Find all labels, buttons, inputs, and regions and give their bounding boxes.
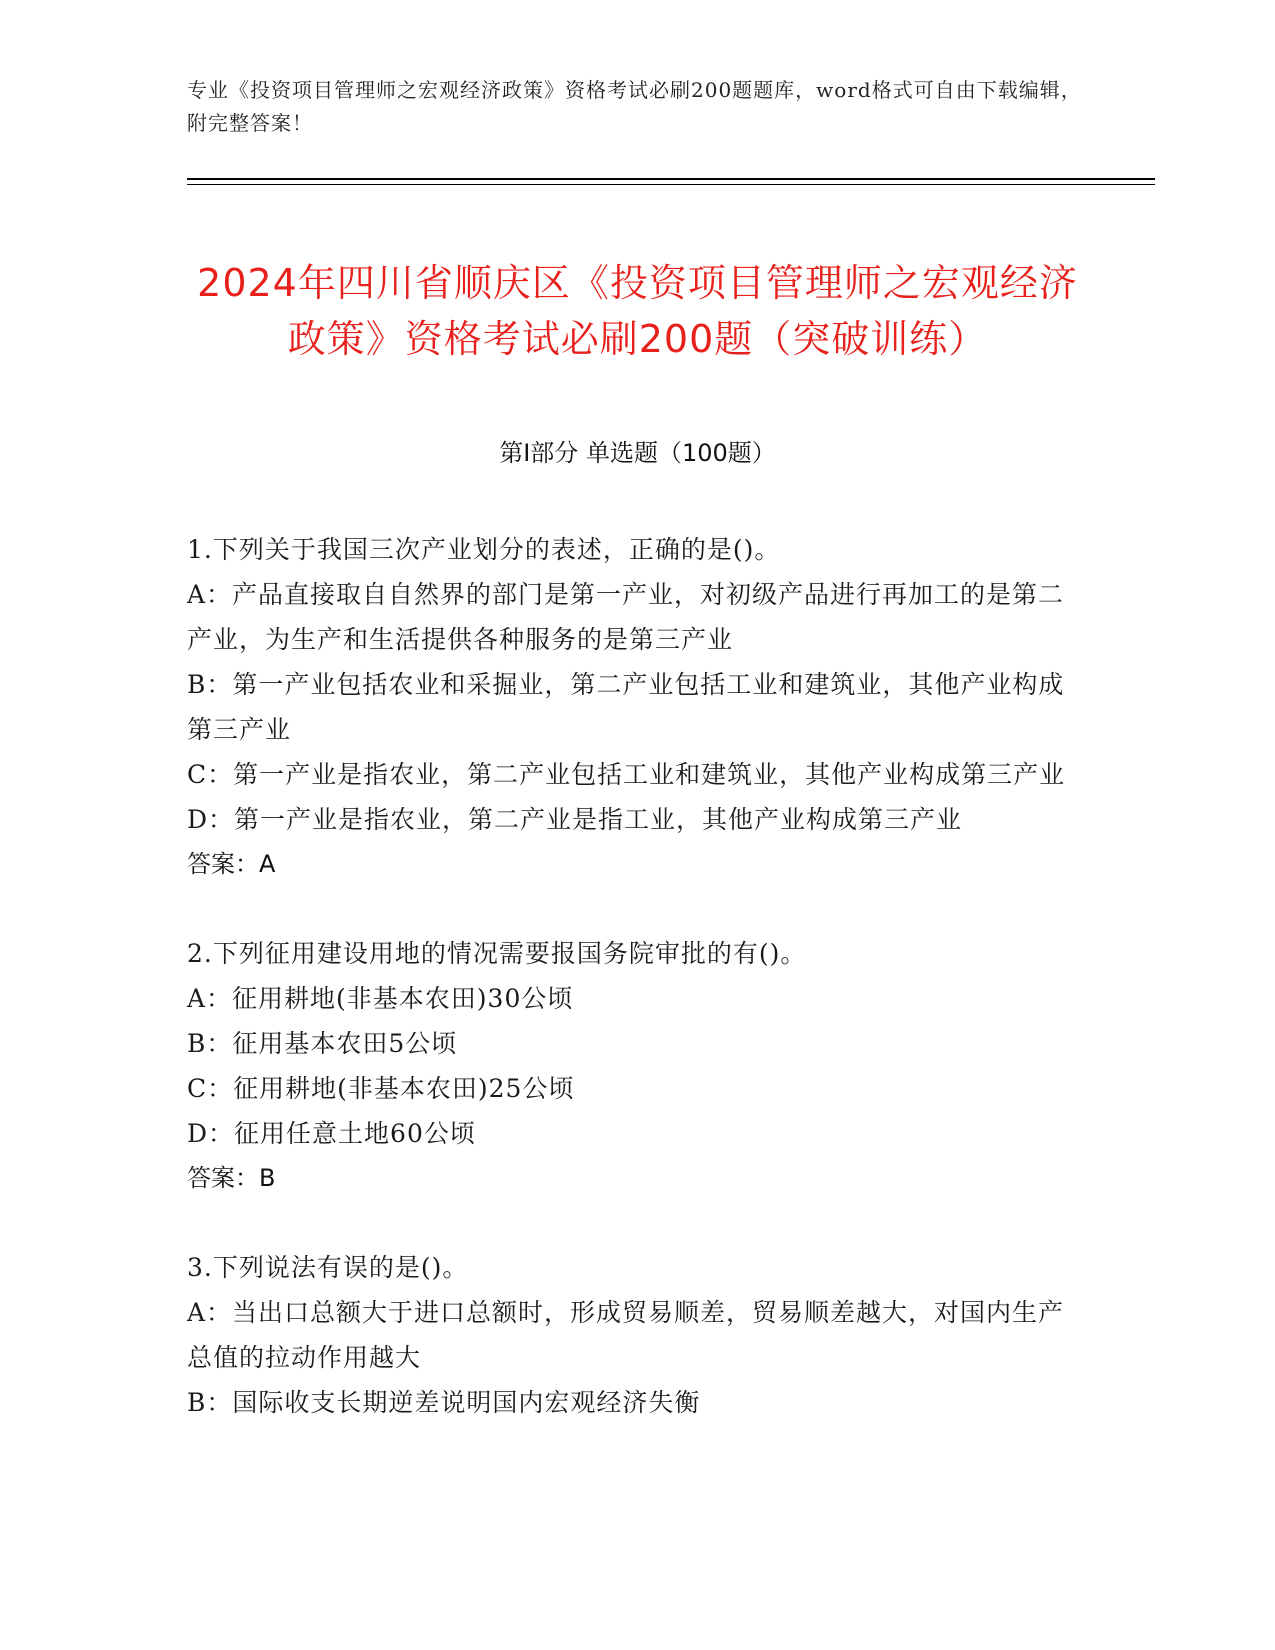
answer-option-a: A：产品直接取自自然界的部门是第一产业，对初级产品进行再加工的是第二产业，为生产和生活提供各种服务的是第三产业: [187, 580, 1065, 654]
answer-option-c: C：第一产业是指农业，第二产业包括工业和建筑业，其他产业构成第三产业: [187, 760, 1066, 789]
header-divider-thick: [187, 178, 1155, 180]
question-item: [187, 527, 1067, 887]
answer-key: 答案：A: [187, 850, 276, 878]
header-divider-thin: [187, 184, 1155, 185]
answer-option-d: D：征用任意土地60公顷: [187, 1119, 476, 1148]
question-item: [187, 931, 1067, 1201]
section-title: 第Ⅰ部分 单选题（100题）: [499, 439, 776, 467]
question-stem: 1.下列关于我国三次产业划分的表述，正确的是()。: [187, 535, 781, 564]
document-title: 2024年四川省顺庆区《投资项目管理师之宏观经济政策》资格考试必刷200题（突破训练）: [197, 261, 1078, 362]
answer-option-b: B：第一产业包括农业和采掘业，第二产业包括工业和建筑业，其他产业构成第三产业: [187, 670, 1065, 744]
question-stem: 2.下列征用建设用地的情况需要报国务院审批的有()。: [187, 939, 807, 968]
answer-option-c: C：征用耕地(非基本农田)25公顷: [187, 1074, 575, 1103]
answer-option-b: B：国际收支长期逆差说明国内宏观经济失衡: [187, 1388, 701, 1417]
answer-option-a: A：征用耕地(非基本农田)30公顷: [187, 984, 574, 1013]
question-item: [187, 1245, 1067, 1425]
answer-option-a: A：当出口总额大于进口总额时，形成贸易顺差，贸易顺差越大，对国内生产总值的拉动作用越大: [187, 1298, 1065, 1372]
answer-key: 答案：B: [187, 1164, 276, 1192]
question-stem: 3.下列说法有误的是()。: [187, 1253, 469, 1282]
question-list: [187, 527, 1067, 1469]
answer-option-b: B：征用基本农田5公顷: [187, 1029, 458, 1058]
answer-option-d: D：第一产业是指农业，第二产业是指工业，其他产业构成第三产业: [187, 805, 963, 834]
header-note: 专业《投资项目管理师之宏观经济政策》资格考试必刷200题题库，word格式可自由下载编辑，附完整答案！: [187, 78, 1082, 135]
